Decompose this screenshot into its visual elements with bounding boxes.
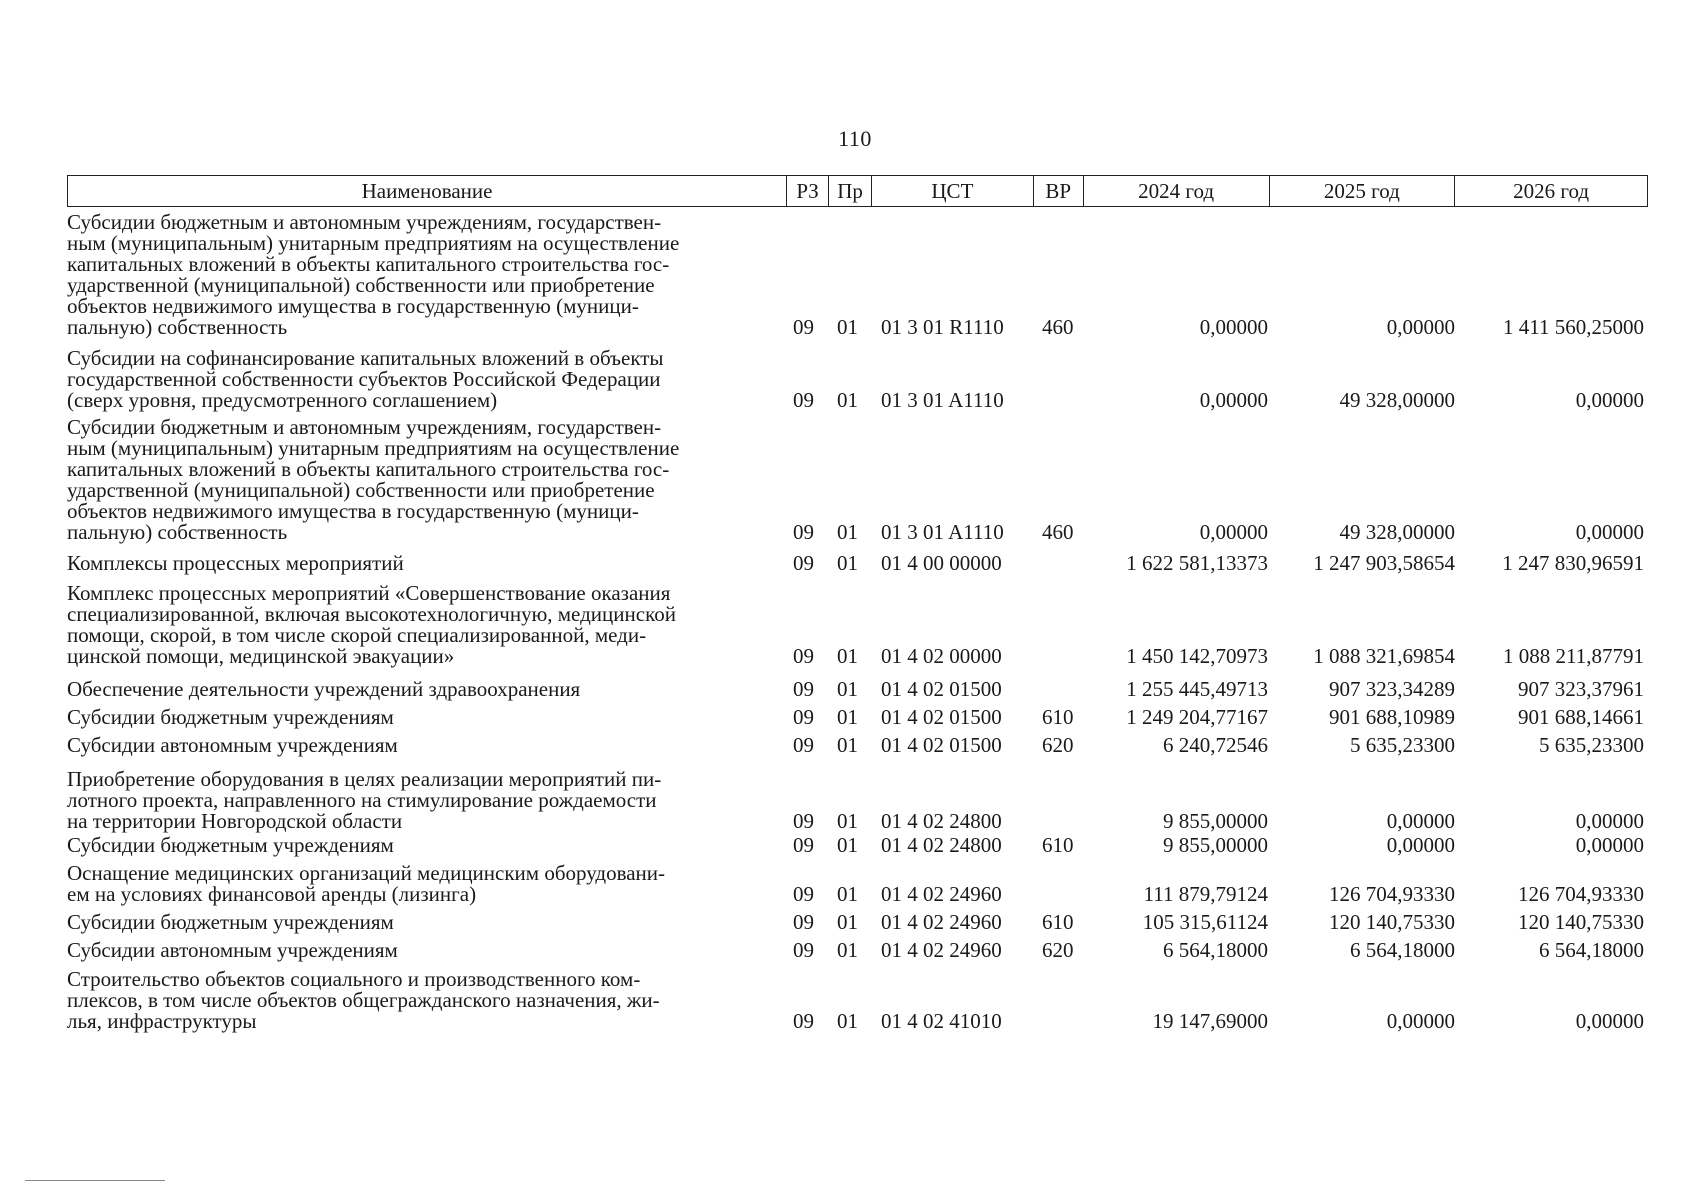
row-2026: 901 688,14661 [1518,705,1644,729]
row-name-line: плексов, в том числе объектов общегражданского назначения, жи- [67,988,660,1012]
row-name [67,583,782,667]
row-2025: 1 247 903,58654 [1313,551,1455,575]
row-rz: 09 [793,677,814,701]
row-name [67,707,782,728]
row-2026: 126 704,93330 [1518,882,1644,906]
row-name [67,348,782,411]
row-2026: 1 088 211,87791 [1503,644,1644,668]
row-2026: 907 323,37961 [1518,677,1644,701]
row-name-line: Субсидии бюджетным и автономным учреждениям, государствен- [67,210,662,234]
row-cst: 01 4 02 24800 [881,809,1002,833]
table-row [67,348,1648,411]
row-pr: 01 [837,1009,858,1033]
row-2025: 0,00000 [1386,833,1455,857]
row-name-line: государственной собственности субъектов Российской Федерации [67,367,661,391]
row-2026: 0,00000 [1575,809,1644,833]
row-rz: 09 [793,388,814,412]
row-name-line: объектов недвижимого имущества в государственную (муници- [67,499,639,523]
row-2026: 0,00000 [1575,520,1644,544]
row-cst: 01 3 01 A1110 [881,388,1004,412]
row-pr: 01 [837,551,858,575]
row-cst: 01 4 02 24800 [881,833,1002,857]
row-2024: 9 855,00000 [1163,809,1268,833]
row-cst: 01 3 01 A1110 [881,520,1004,544]
row-2024: 1 255 445,49713 [1126,677,1268,701]
row-pr: 01 [837,733,858,757]
row-2024: 1 450 142,70973 [1126,644,1268,668]
row-pr: 01 [837,388,858,412]
row-2025: 120 140,75330 [1329,910,1455,934]
row-vr: 460 [1042,315,1074,339]
row-pr: 01 [837,938,858,962]
header-pr: Пр [829,176,872,206]
row-name-line: Субсидии автономным учреждениям [67,733,398,757]
row-2026: 120 140,75330 [1518,910,1644,934]
header-2026: 2026 год [1513,179,1590,203]
row-name-line: Субсидии автономным учреждениям [67,938,398,962]
row-name-line: специализированной, включая высокотехнологичную, медицинской [67,602,676,626]
row-2025: 0,00000 [1386,1009,1455,1033]
row-name [67,735,782,756]
row-name [67,212,782,338]
row-2026: 6 564,18000 [1539,938,1644,962]
header-name: Наименование [68,176,787,206]
row-name-line: лотного проекта, направленного на стимулирование рождаемости [67,788,657,812]
table-row [67,707,1648,728]
row-2024: 6 240,72546 [1163,733,1268,757]
row-2026: 0,00000 [1575,388,1644,412]
row-name [67,417,782,543]
row-name [67,940,782,961]
row-name-line: пальную) собственность [67,520,288,544]
row-2025: 1 088 321,69854 [1313,644,1455,668]
row-pr: 01 [837,910,858,934]
row-cst: 01 4 02 24960 [881,938,1002,962]
row-vr: 610 [1042,705,1074,729]
table-row [67,835,1648,856]
row-name-line: Строительство объектов социального и производственного ком- [67,967,641,991]
row-rz: 09 [793,938,814,962]
row-2024: 111 879,79124 [1143,882,1268,906]
page-number: 110 [838,126,872,151]
row-rz: 09 [793,910,814,934]
row-name-line: Субсидии бюджетным и автономным учреждениям, государствен- [67,415,662,439]
row-name-line: объектов недвижимого имущества в государственную (муници- [67,294,639,318]
row-2025: 901 688,10989 [1329,705,1455,729]
row-name-line: капитальных вложений в объекты капитального строительства гос- [67,252,670,276]
row-cst: 01 4 02 00000 [881,644,1002,668]
row-name [67,679,782,700]
header-cst: ЦСТ [872,176,1034,206]
row-pr: 01 [837,705,858,729]
row-cst: 01 4 02 01500 [881,733,1002,757]
row-2024: 105 315,61124 [1142,910,1268,934]
row-name [67,553,782,574]
row-2025: 0,00000 [1386,315,1455,339]
row-name [67,969,782,1032]
row-2026: 0,00000 [1575,833,1644,857]
row-pr: 01 [837,677,858,701]
row-name-line: ем на условиях финансовой аренды (лизинга) [67,882,477,906]
row-2025: 126 704,93330 [1329,882,1455,906]
table-row [67,769,1648,832]
row-name-line: цинской помощи, медицинской эвакуации» [67,644,455,668]
row-pr: 01 [837,520,858,544]
footer-divider [25,1180,165,1181]
table-row [67,863,1648,905]
row-name [67,912,782,933]
row-name-line: на территории Новгородской области [67,809,403,833]
row-vr: 610 [1042,910,1074,934]
table-row [67,969,1648,1032]
row-pr: 01 [837,809,858,833]
row-2026: 1 247 830,96591 [1502,551,1644,575]
row-name-line: Приобретение оборудования в целях реализации мероприятий пи- [67,767,662,791]
row-vr: 620 [1042,938,1074,962]
header-vr: ВР [1034,176,1084,206]
row-name-line: капитальных вложений в объекты капитального строительства гос- [67,457,670,481]
row-cst: 01 4 00 00000 [881,551,1002,575]
row-vr: 610 [1042,833,1074,857]
row-name [67,769,782,832]
row-name-line: Оснащение медицинских организаций медицинским оборудовани- [67,861,666,885]
row-cst: 01 3 01 R1110 [881,315,1004,339]
row-name-line: помощи, скорой, в том числе скорой специализированной, меди- [67,623,647,647]
row-2025: 0,00000 [1386,809,1455,833]
row-name-line: Субсидии бюджетным учреждениям [67,833,394,857]
row-name-line: (сверх уровня, предусмотренного соглашением) [67,388,498,412]
row-name-line: Обеспечение деятельности учреждений здравоохранения [67,677,581,701]
row-2024: 0,00000 [1199,388,1268,412]
row-name-line: Комплексы процессных мероприятий [67,551,404,575]
row-pr: 01 [837,644,858,668]
row-rz: 09 [793,551,814,575]
row-name-line: лья, инфраструктуры [67,1009,257,1033]
row-2026: 1 411 560,25000 [1503,315,1644,339]
row-vr: 620 [1042,733,1074,757]
row-name-line: пальную) собственность [67,315,288,339]
row-rz: 09 [793,733,814,757]
row-2024: 0,00000 [1199,315,1268,339]
row-name-line: ным (муниципальным) унитарным предприятиям на осуществление [67,231,680,255]
row-vr: 460 [1042,520,1074,544]
row-name [67,863,782,905]
row-cst: 01 4 02 24960 [881,910,1002,934]
row-cst: 01 4 02 01500 [881,705,1002,729]
row-2024: 9 855,00000 [1163,833,1268,857]
row-name-line: Субсидии бюджетным учреждениям [67,705,394,729]
row-pr: 01 [837,315,858,339]
table-row [67,679,1648,700]
row-cst: 01 4 02 01500 [881,677,1002,701]
table-row [67,583,1648,667]
header-rz: РЗ [787,176,829,206]
row-rz: 09 [793,833,814,857]
row-2025: 49 328,00000 [1339,388,1455,412]
row-2025: 49 328,00000 [1339,520,1455,544]
row-2025: 6 564,18000 [1350,938,1455,962]
row-2025: 5 635,23300 [1350,733,1455,757]
table-row [67,940,1648,961]
row-rz: 09 [793,1009,814,1033]
row-name-line: ударственной (муниципальной) собственности или приобретение [67,273,655,297]
row-name-line: Субсидии на софинансирование капитальных вложений в объекты [67,346,664,370]
row-2024: 0,00000 [1199,520,1268,544]
row-2024: 6 564,18000 [1163,938,1268,962]
table-row [67,735,1648,756]
row-name-line: ударственной (муниципальной) собственности или приобретение [67,478,655,502]
row-2024: 1 249 204,77167 [1126,705,1268,729]
row-cst: 01 4 02 24960 [881,882,1002,906]
table-row [67,212,1648,338]
header-2025: 2025 год [1270,176,1456,206]
row-name-line: Комплекс процессных мероприятий «Совершенствование оказания [67,581,671,605]
row-name-line: ным (муниципальным) унитарным предприятиям на осуществление [67,436,680,460]
header-2024: 2024 год [1084,176,1270,206]
row-rz: 09 [793,809,814,833]
row-2026: 0,00000 [1575,1009,1644,1033]
row-rz: 09 [793,644,814,668]
table-row [67,417,1648,543]
row-pr: 01 [837,882,858,906]
row-rz: 09 [793,520,814,544]
table-row [67,912,1648,933]
row-pr: 01 [837,833,858,857]
table-row [67,553,1648,574]
row-2025: 907 323,34289 [1329,677,1455,701]
row-name-line: Субсидии бюджетным учреждениям [67,910,394,934]
row-rz: 09 [793,315,814,339]
row-cst: 01 4 02 41010 [881,1009,1002,1033]
row-2026: 5 635,23300 [1539,733,1644,757]
row-name [67,835,782,856]
row-2024: 19 147,69000 [1152,1009,1268,1033]
row-rz: 09 [793,882,814,906]
row-2024: 1 622 581,13373 [1126,551,1268,575]
row-rz: 09 [793,705,814,729]
